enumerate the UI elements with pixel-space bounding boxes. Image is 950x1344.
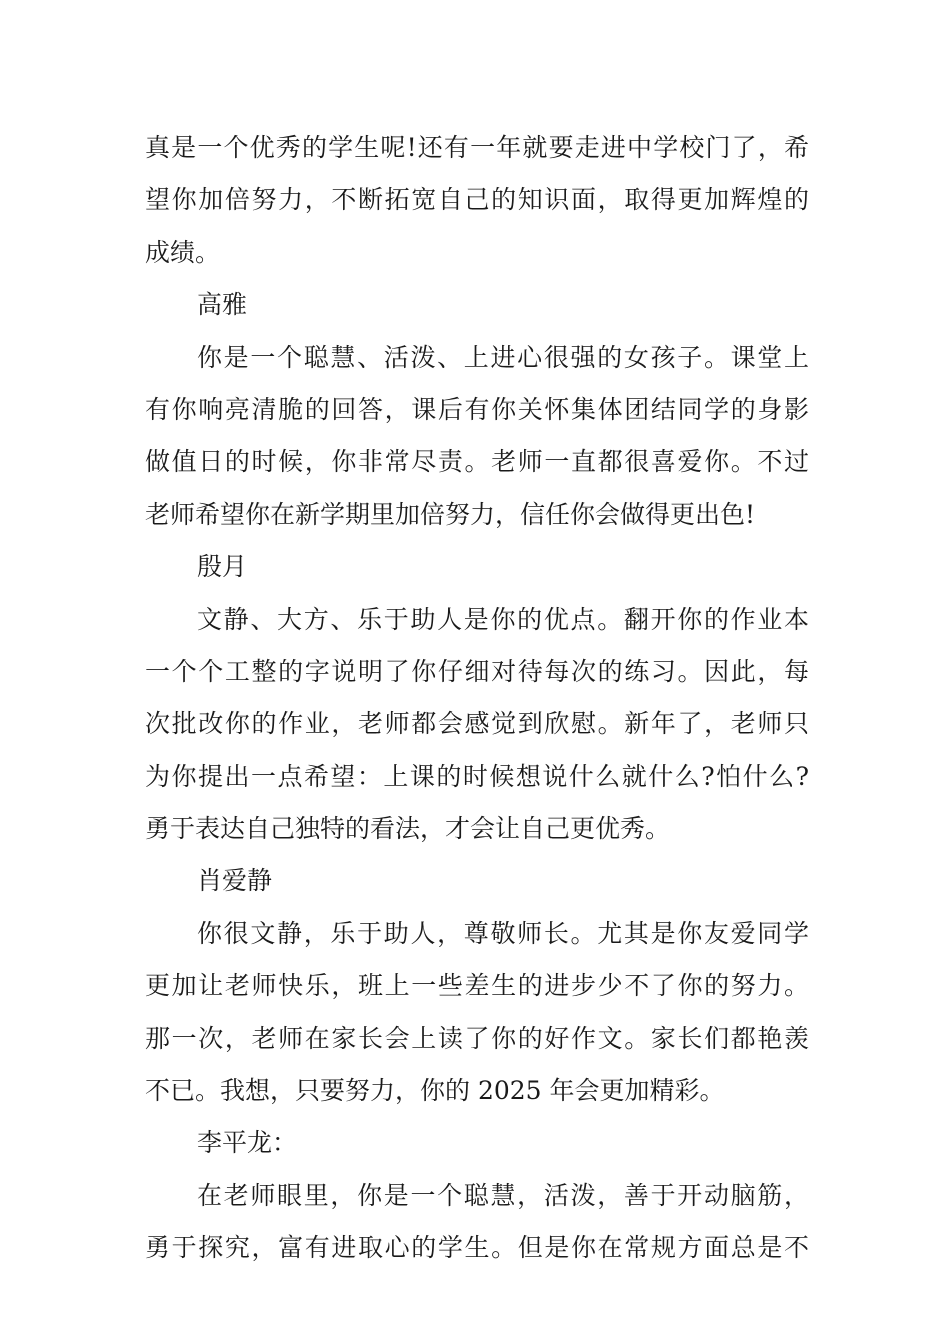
student-name: 李平龙： bbox=[197, 1128, 298, 1158]
paragraph-line: 你是一个聪慧、活泼、上进心很强的女孩子。课堂上 bbox=[197, 342, 809, 372]
paragraph-line: 成绩。 bbox=[145, 237, 221, 267]
paragraph-line: 为你提出一点希望：上课的时候想说什么就什么?怕什么? bbox=[145, 761, 809, 791]
paragraph-line: 有你响亮清脆的回答，课后有你关怀集体团结同学的身影 bbox=[145, 394, 809, 424]
paragraph-line: 勇于表达自己独特的看法，才会让自己更优秀。 bbox=[145, 814, 671, 844]
student-name: 殷月 bbox=[197, 552, 248, 582]
student-name: 肖爱静 bbox=[197, 866, 273, 896]
paragraph-line: 你很文静，乐于助人，尊敬师长。尤其是你友爱同学 bbox=[197, 918, 809, 948]
paragraph-line: 次批改你的作业，老师都会感觉到欣慰。新年了，老师只 bbox=[145, 709, 809, 739]
paragraph-line: 望你加倍努力，不断拓宽自己的知识面，取得更加辉煌的 bbox=[145, 185, 809, 215]
paragraph-line: 更加让老师快乐，班上一些差生的进步少不了你的努力。 bbox=[145, 971, 809, 1001]
paragraph-line: 做值日的时候，你非常尽责。老师一直都很喜爱你。不过 bbox=[145, 447, 809, 477]
paragraph-line: 老师希望你在新学期里加倍努力，信任你会做得更出色! bbox=[145, 499, 756, 529]
paragraph-line: 勇于探究，富有进取心的学生。但是你在常规方面总是不 bbox=[145, 1233, 809, 1263]
paragraph-line: 那一次，老师在家长会上读了你的好作文。家长们都艳羡 bbox=[145, 1023, 809, 1053]
paragraph-line: 不已。我想，只要努力，你的 2025 年会更加精彩。 bbox=[145, 1076, 725, 1106]
paragraph-line: 文静、大方、乐于助人是你的优点。翻开你的作业本 bbox=[197, 604, 809, 634]
student-name: 高雅 bbox=[197, 290, 248, 320]
paragraph-line: 在老师眼里，你是一个聪慧，活泼，善于开动脑筋， bbox=[197, 1180, 809, 1210]
paragraph-line: 真是一个优秀的学生呢!还有一年就要走进中学校门了，希 bbox=[145, 133, 809, 162]
paragraph-line: 一个个工整的字说明了你仔细对待每次的练习。因此，每 bbox=[145, 656, 809, 686]
document-body bbox=[145, 122, 809, 1275]
